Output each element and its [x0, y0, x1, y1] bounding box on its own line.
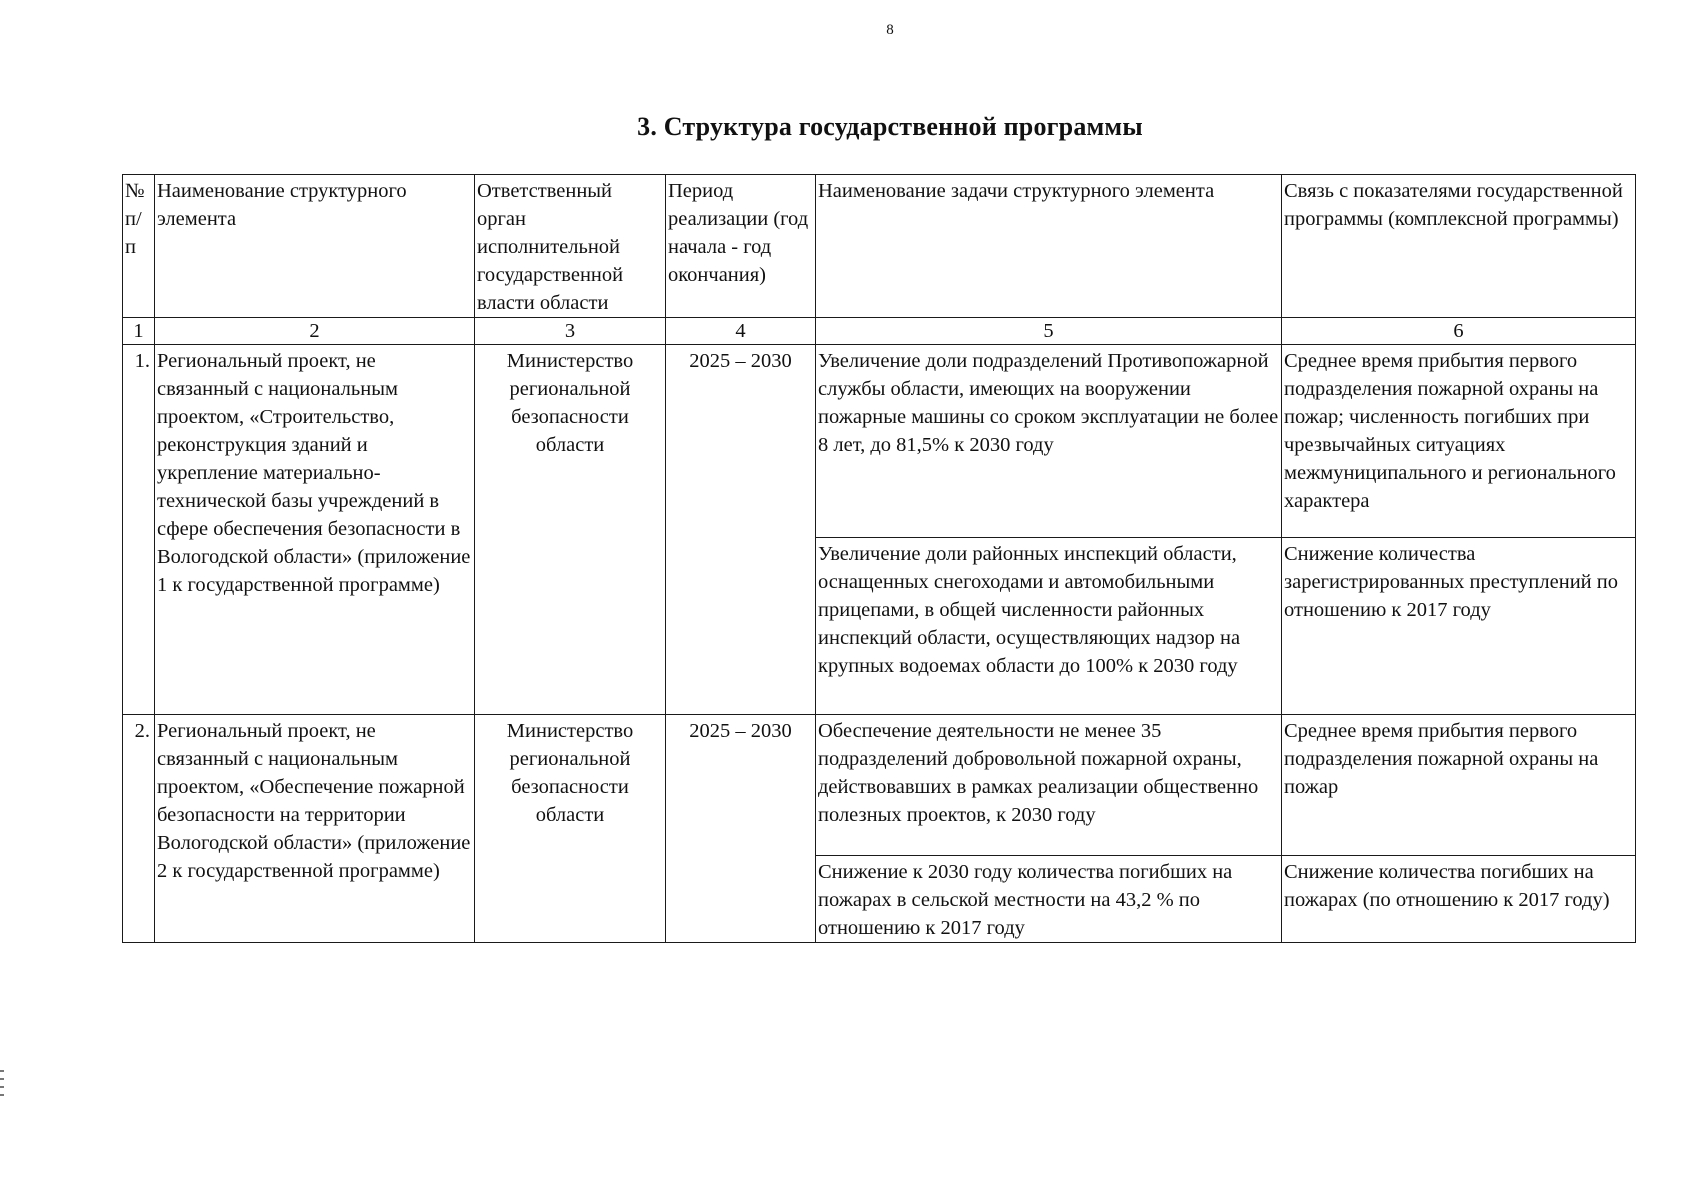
structural-element-name: Региональный проект, не связанный с национальным проектом, «Обеспечение пожарной безопасности на территории Вологодской области» (приложение 2 к государственной программе): [155, 715, 475, 943]
table-header-row: [123, 175, 1636, 318]
column-number: 4: [666, 318, 816, 345]
task-name: Увеличение доли подразделений Противопожарной службы области, имеющих на вооружении пожарные машины со сроком эксплуатации не более 8 лет, до 81,5% к 2030 году: [816, 345, 1282, 538]
row-number: 1.: [123, 345, 155, 715]
row-number: 2.: [123, 715, 155, 943]
structure-table: [122, 174, 1636, 943]
table-row: [123, 715, 1636, 856]
column-number: 2: [155, 318, 475, 345]
header-number: № п/п: [123, 175, 155, 318]
responsible-organ: Министерство региональной безопасности области: [475, 715, 666, 943]
task-name: Обеспечение деятельности не менее 35 подразделений добровольной пожарной охраны, действовавших в рамках реализации общественно полезных проектов, к 2030 году: [816, 715, 1282, 856]
program-indicators: Среднее время прибытия первого подразделения пожарной охраны на пожар; численность погибших при чрезвычайных ситуациях межмуниципального и регионального характера: [1282, 345, 1636, 538]
header-element: Наименование структурного элемента: [155, 175, 475, 318]
column-number: 6: [1282, 318, 1636, 345]
table-row: [123, 345, 1636, 538]
page-number: 8: [886, 22, 894, 38]
section-title: 3. Структура государственной программы: [637, 112, 1143, 141]
responsible-organ: Министерство региональной безопасности области: [475, 345, 666, 715]
scan-edge-marks: [0, 1070, 4, 1130]
column-number-row: [123, 318, 1636, 345]
implementation-period: 2025 – 2030: [666, 345, 816, 715]
implementation-period: 2025 – 2030: [666, 715, 816, 943]
header-task: Наименование задачи структурного элемента: [816, 175, 1282, 318]
column-number: 3: [475, 318, 666, 345]
program-indicators: Снижение количества зарегистрированных преступлений по отношению к 2017 году: [1282, 538, 1636, 715]
header-period: Период реализации (год начала - год окончания): [666, 175, 816, 318]
task-name: Увеличение доли районных инспекций области, оснащенных снегоходами и автомобильными прицепами, в общей численности районных инспекций области, осуществляющих надзор на крупных водоемах области до 100% к 2030 году: [816, 538, 1282, 715]
program-indicators: Среднее время прибытия первого подразделения пожарной охраны на пожар: [1282, 715, 1636, 856]
task-name: Снижение к 2030 году количества погибших на пожарах в сельской местности на 43,2 % по отношению к 2017 году: [816, 856, 1282, 943]
column-number: 1: [123, 318, 155, 345]
structural-element-name: Региональный проект, не связанный с национальным проектом, «Строительство, реконструкция зданий и укрепление материально-технической базы учреждений в сфере обеспечения безопасности в Вологодской области» (приложение 1 к государственной программе): [155, 345, 475, 715]
header-organ: Ответственный орган исполнительной государственной власти области: [475, 175, 666, 318]
program-indicators: Снижение количества погибших на пожарах (по отношению к 2017 году): [1282, 856, 1636, 943]
column-number: 5: [816, 318, 1282, 345]
header-indicators: Связь с показателями государственной программы (комплексной программы): [1282, 175, 1636, 318]
